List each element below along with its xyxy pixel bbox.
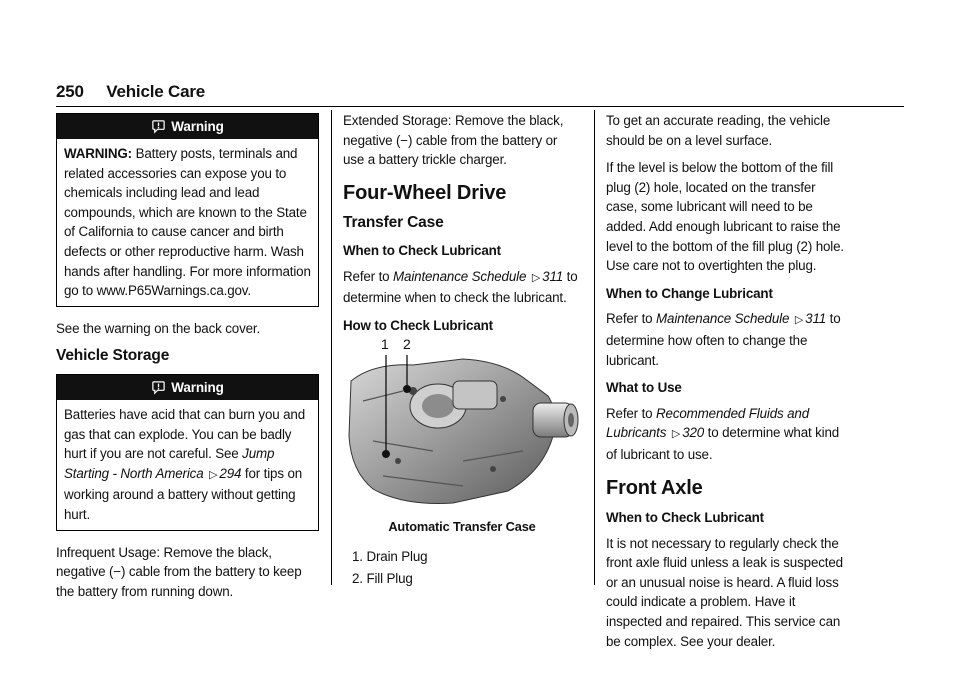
recommended-fluids-link[interactable]: Recommended Fluids and Lubricants [606, 405, 810, 441]
page-ref[interactable]: 311 [542, 268, 564, 284]
back-cover-note: See the warning on the back cover. [56, 320, 261, 336]
warning-text: Battery posts, terminals and related accessories can expose you to chemicals including lead and lead compounds, which are known to the State of California to cause cancer and birth defects or other reproductive harm. Wash hands after handling. For more information go to www.P65Warnings.ca.gov. [64, 146, 311, 299]
subheading-how-to-check: How to Check Lubricant [343, 317, 493, 333]
column-2 [343, 111, 581, 590]
jump-starting-link[interactable]: Jump Starting - North America [64, 446, 275, 481]
heading-front-axle: Front Axle [606, 476, 703, 499]
fluids-paragraph [606, 404, 844, 465]
subheading-when-to-check: When to Check Lubricant [606, 510, 764, 526]
header-rule [56, 106, 904, 107]
warning-title: Warning [171, 379, 224, 395]
refer-prefix: Refer to [606, 311, 653, 327]
heading-transfer-case: Transfer Case [343, 214, 444, 232]
page-ref-arrow-icon: ▷ [671, 428, 681, 441]
extended-storage-paragraph: Extended Storage: Remove the black, negative (−) cable from the battery or use a battery trickle charger. [343, 113, 564, 168]
refer-paragraph [343, 267, 581, 308]
column-3 [606, 111, 844, 659]
refer-paragraph [606, 309, 844, 370]
page-ref-arrow-icon: ▷ [794, 314, 804, 327]
warning-body [57, 400, 318, 530]
refer-suffix: to determine when to check the lubricant. [343, 268, 578, 306]
figure-caption: Automatic Transfer Case [388, 519, 536, 535]
column-divider [594, 110, 595, 585]
subheading-when-to-check: When to Check Lubricant [343, 242, 501, 258]
warning-box-prop65 [56, 113, 319, 307]
column-1 [56, 111, 319, 609]
list-item: 2. Fill Plug [352, 570, 413, 586]
callout-2: 2 [403, 336, 411, 353]
front-axle-paragraph: It is not necessary to regularly check the front axle fluid unless a leak is suspected or an unusual noise is heard. A fluid loss could indicate a problem. Have it inspected and repaired. This service can be complex. See your dealer. [606, 535, 843, 649]
heading-four-wheel-drive: Four-Wheel Drive [343, 181, 507, 204]
page-ref-arrow-icon: ▷ [209, 468, 218, 481]
subheading-when-to-change: When to Change Lubricant [606, 285, 773, 301]
callout-1: 1 [381, 336, 389, 353]
warning-title: Warning [171, 118, 224, 134]
page-ref[interactable]: 294 [219, 465, 242, 481]
warning-header [57, 114, 318, 139]
page-ref[interactable]: 320 [682, 425, 705, 441]
refer-prefix: Refer to [343, 268, 390, 284]
fill-level-paragraph: If the level is below the bottom of the fill plug (2) hole, located on the transfer case, some lubricant will need to be added. Add enough lubricant to raise the level to the bottom of the fill plug (2) hole. Use care not to overtighten the plug. [606, 160, 844, 274]
warning-header [57, 375, 318, 400]
infrequent-usage-paragraph: Infrequent Usage: Remove the black, negative (−) cable from the battery to keep the battery from running down. [56, 544, 302, 599]
warning-body [57, 139, 318, 306]
callout-list [343, 547, 581, 588]
heading-vehicle-storage: Vehicle Storage [56, 347, 170, 365]
refer-suffix: to determine how often to change the lubricant. [606, 311, 841, 368]
list-item: 1. Drain Plug [352, 548, 428, 564]
transfer-case-illustration [343, 341, 581, 511]
transfer-case-figure [343, 336, 581, 511]
page-header [56, 82, 205, 102]
page-number: 250 [56, 82, 84, 101]
page-ref[interactable]: 311 [805, 311, 827, 327]
subheading-what-to-use: What to Use [606, 380, 682, 396]
warning-icon [151, 119, 166, 134]
warning-icon [151, 380, 166, 395]
column-divider [331, 110, 332, 585]
warning-lead: WARNING: [64, 146, 132, 161]
warning-text: Batteries have acid that can burn you and gas that can explode. You can be badly hurt if you are not careful. See [64, 406, 305, 462]
accurate-reading-paragraph: To get an accurate reading, the vehicle should be on a level surface. [606, 113, 831, 148]
page-ref-arrow-icon: ▷ [531, 271, 541, 284]
maintenance-schedule-link[interactable]: Maintenance Schedule [656, 311, 790, 327]
warning-text-end: for tips on working around a battery without getting hurt. [64, 465, 303, 522]
refer-prefix: Refer to [606, 405, 653, 421]
maintenance-schedule-link[interactable]: Maintenance Schedule [393, 268, 527, 284]
fluids-suffix: to determine what kind of lubricant to use. [606, 425, 840, 462]
warning-box-battery [56, 374, 319, 531]
section-title: Vehicle Care [106, 82, 206, 101]
